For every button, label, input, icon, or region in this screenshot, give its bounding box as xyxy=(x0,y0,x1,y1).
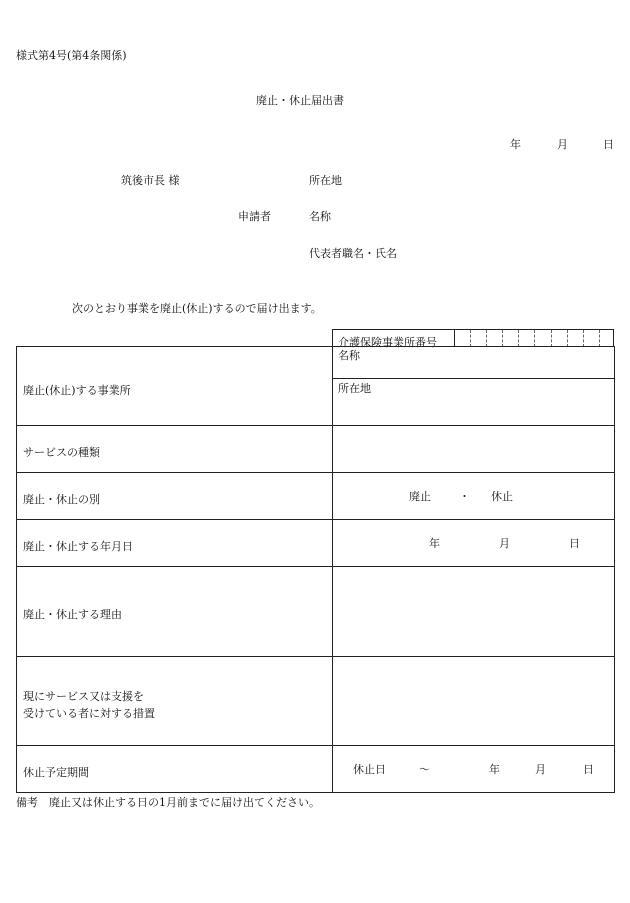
cell-reason-value[interactable] xyxy=(333,567,615,657)
measures-label-line1: 現にサービス又は支援を xyxy=(23,690,144,703)
applicant-representative-label: 代表者職名・氏名 xyxy=(309,247,397,260)
measures-label-line2: 受けている者に対する措置 xyxy=(23,707,155,720)
distinction-label: 廃止・休止の別 xyxy=(23,493,100,506)
date-year: 年 xyxy=(510,138,521,151)
applicant-address-label: 所在地 xyxy=(309,174,342,187)
cell-reason-label xyxy=(17,567,333,657)
office-number-digit[interactable] xyxy=(535,330,551,347)
statement: 次のとおり事業を廃止(休止)するので届け出ます。 xyxy=(72,302,322,315)
date-month: 月 xyxy=(557,138,568,151)
office-number-digit[interactable] xyxy=(487,330,503,347)
distinction-separator: ・ xyxy=(459,490,470,503)
office-divider xyxy=(333,378,614,379)
distinction-suspend[interactable]: 休止 xyxy=(491,490,513,503)
office-label: 廃止(休止)する事業所 xyxy=(23,384,131,397)
date-day: 日 xyxy=(603,138,614,151)
reason-label: 廃止・休止する理由 xyxy=(23,608,122,621)
row-reason xyxy=(17,567,615,657)
abolish-date-year: 年 xyxy=(429,537,440,550)
row-distinction xyxy=(17,473,615,520)
office-number-digit[interactable] xyxy=(455,330,471,347)
addressee: 筑後市長 様 xyxy=(121,174,180,187)
document-title: 廃止・休止届出書 xyxy=(256,94,344,107)
row-suspension xyxy=(17,746,615,793)
suspension-start-label: 休止日 xyxy=(353,763,386,776)
cell-suspension-value[interactable] xyxy=(333,746,615,793)
row-office xyxy=(17,347,615,426)
office-number-digit[interactable] xyxy=(600,330,615,347)
cell-service-type-value[interactable] xyxy=(333,426,615,473)
office-number-digit[interactable] xyxy=(519,330,535,347)
suspension-month: 月 xyxy=(535,763,546,776)
service-type-label: サービスの種類 xyxy=(23,446,100,459)
suspension-label: 休止予定期間 xyxy=(23,766,89,779)
abolish-date-day: 日 xyxy=(569,537,580,550)
row-measures xyxy=(17,657,615,746)
cell-service-type-label xyxy=(17,426,333,473)
distinction-abolish[interactable]: 廃止 xyxy=(409,490,431,503)
suspension-day: 日 xyxy=(583,763,594,776)
form-number: 様式第4号(第4条関係) xyxy=(16,49,127,62)
office-address-label: 所在地 xyxy=(338,382,371,395)
office-number-digit[interactable] xyxy=(552,330,568,347)
cell-distinction-value[interactable] xyxy=(333,473,615,520)
abolish-date-month: 月 xyxy=(499,537,510,550)
cell-office-label xyxy=(17,347,333,426)
office-number-label: 介護保険事業所番号 xyxy=(338,336,437,349)
cell-office-value[interactable] xyxy=(333,347,615,426)
office-name-label: 名称 xyxy=(338,349,360,362)
applicant-label: 申請者 xyxy=(238,210,271,223)
suspension-year: 年 xyxy=(489,763,500,776)
row-date xyxy=(17,520,615,567)
cell-measures-value[interactable] xyxy=(333,657,615,746)
notification-table xyxy=(16,346,615,793)
suspension-tilde: ～ xyxy=(419,763,430,776)
cell-date-label xyxy=(17,520,333,567)
date-label: 廃止・休止する年月日 xyxy=(23,540,133,553)
applicant-name-label: 名称 xyxy=(309,210,331,223)
row-service-type xyxy=(17,426,615,473)
office-number-digit[interactable] xyxy=(584,330,600,347)
office-number-digit[interactable] xyxy=(568,330,584,347)
remarks-note: 備考 廃止又は休止する日の1月前までに届け出てください。 xyxy=(16,796,320,809)
cell-measures-label xyxy=(17,657,333,746)
office-number-digits[interactable] xyxy=(454,330,615,347)
office-number-digit[interactable] xyxy=(503,330,519,347)
office-number-digit[interactable] xyxy=(471,330,487,347)
cell-date-value[interactable] xyxy=(333,520,615,567)
office-number-box xyxy=(332,329,614,347)
cell-distinction-label xyxy=(17,473,333,520)
cell-suspension-label xyxy=(17,746,333,793)
